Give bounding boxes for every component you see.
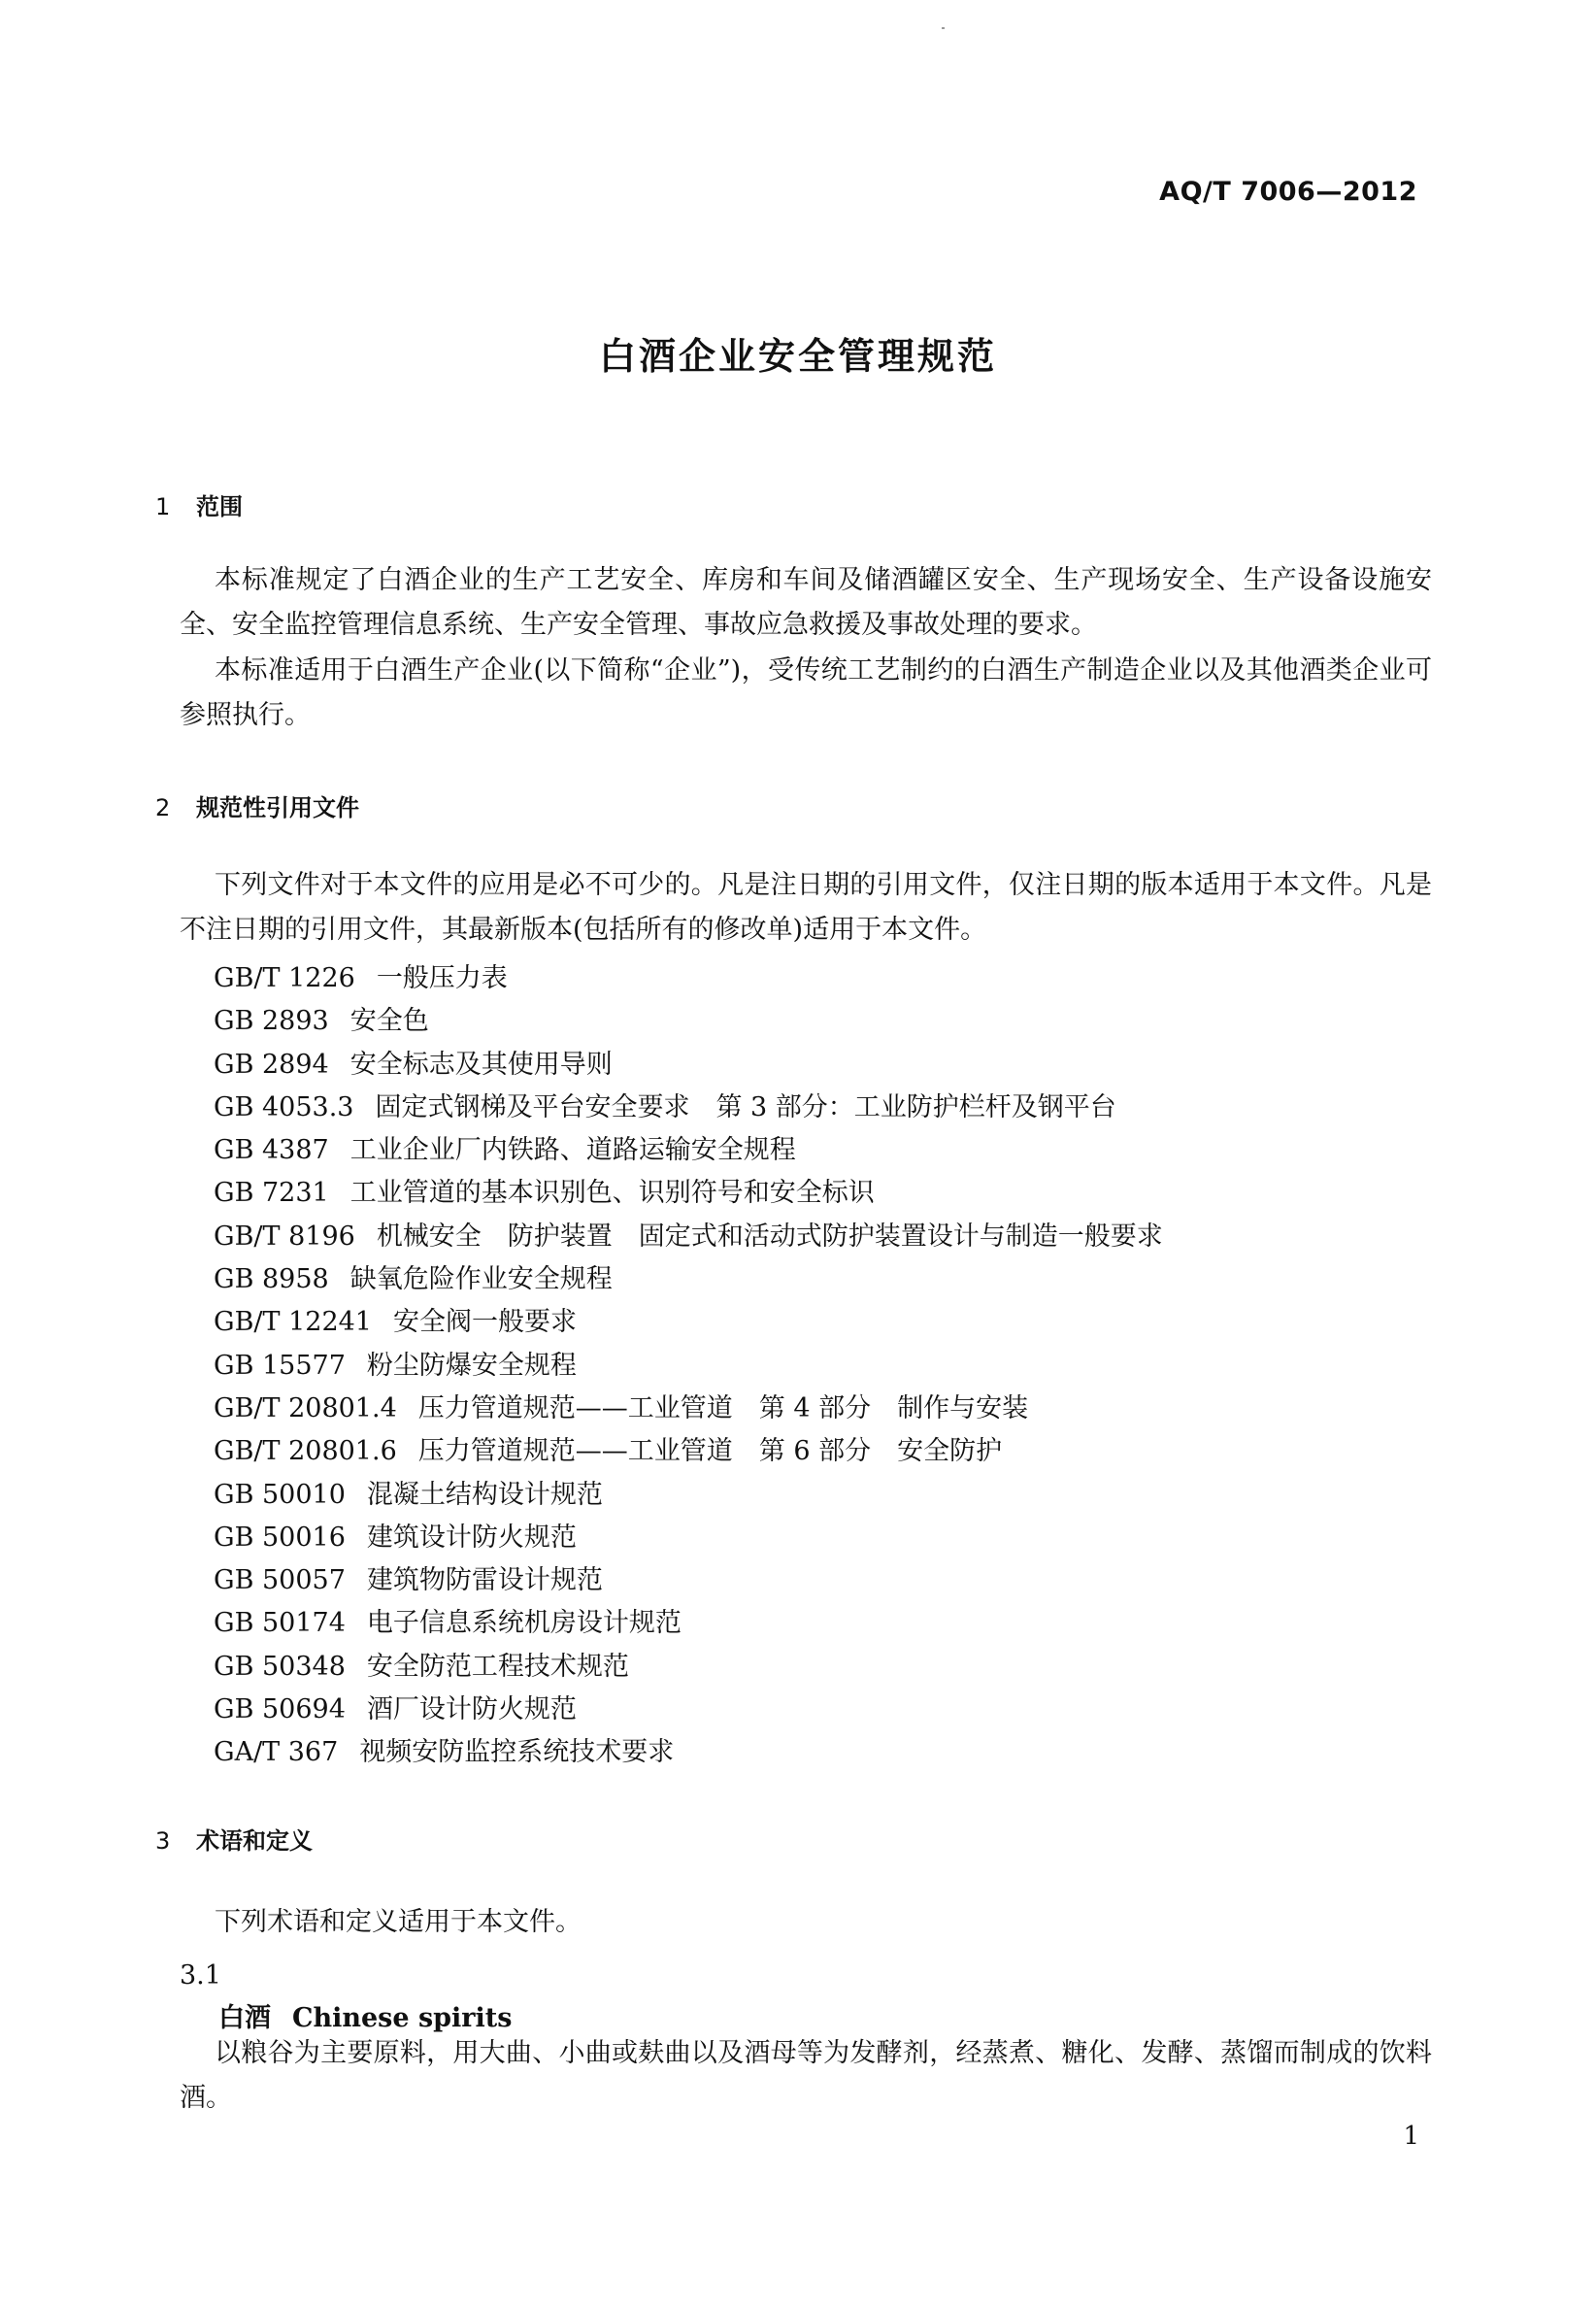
reference-title: 建筑设计防火规范 — [366, 1522, 577, 1553]
list-item — [214, 1430, 1163, 1473]
reference-title: 压力管道规范——工业管道 第 4 部分 制作与安装 — [417, 1392, 1029, 1423]
scan-speck — [942, 27, 945, 29]
list-item — [214, 1602, 1163, 1645]
reference-title: 安全阀一般要求 — [393, 1307, 577, 1338]
section-number: 1 — [155, 493, 171, 520]
reference-code: GB 15577 — [214, 1350, 346, 1381]
reference-title: 安全色 — [349, 1006, 429, 1037]
reference-code: GB 50057 — [214, 1565, 346, 1596]
reference-list — [214, 957, 1163, 1775]
term-definition: 以粮谷为主要原料，用大曲、小曲或麸曲以及酒母等为发酵剂，经蒸煮、糖化、发酵、蒸馏而制成的饮料酒。 — [180, 2038, 1432, 2113]
term-english: Chinese spirits — [292, 2003, 513, 2033]
reference-title: 固定式钢梯及平台安全要求 第 3 部分：工业防护栏杆及钢平台 — [375, 1091, 1116, 1122]
references-intro: 下列文件对于本文件的应用是必不可少的。凡是注日期的引用文件，仅注日期的版本适用于本文件。凡是不注日期的引用文件，其最新版本(包括所有的修改单)适用于本文件。 — [180, 870, 1432, 945]
list-item — [214, 1258, 1163, 1301]
reference-code: GB 50016 — [214, 1522, 346, 1553]
term-name — [218, 1996, 512, 2034]
page-number: 1 — [1403, 2122, 1419, 2151]
section-title: 术语和定义 — [196, 1827, 313, 1855]
reference-code: GB 50348 — [214, 1651, 346, 1682]
reference-title: 视频安防监控系统技术要求 — [359, 1737, 675, 1768]
section-title: 规范性引用文件 — [196, 794, 359, 821]
list-item — [214, 1517, 1163, 1559]
scope-paragraph-1: 本标准规定了白酒企业的生产工艺安全、库房和车间及储酒罐区安全、生产现场安全、生产设备设施安全、安全监控管理信息系统、生产安全管理、事故应急救援及事故处理的要求。 — [180, 565, 1432, 640]
reference-code: GB 50174 — [214, 1608, 346, 1639]
reference-code: GB/T 8196 — [214, 1221, 355, 1252]
reference-title: 安全标志及其使用导则 — [349, 1049, 613, 1080]
section-number: 2 — [155, 794, 171, 821]
terms-intro: 下列术语和定义适用于本文件。 — [215, 1907, 582, 1937]
list-item — [214, 1345, 1163, 1388]
reference-code: GB 50010 — [214, 1479, 346, 1510]
section-heading-scope — [155, 487, 243, 521]
reference-title: 一般压力表 — [376, 963, 508, 993]
term-chinese: 白酒 — [218, 2003, 271, 2033]
list-item — [214, 1559, 1163, 1602]
reference-title: 工业企业厂内铁路、道路运输安全规程 — [349, 1135, 796, 1166]
list-item — [214, 1044, 1163, 1087]
section-heading-terms-definitions — [155, 1822, 313, 1856]
term-number: 3.1 — [180, 1960, 221, 1991]
list-item — [214, 1129, 1163, 1172]
reference-code: GB 4387 — [214, 1135, 329, 1166]
reference-code: GB/T 20801.6 — [214, 1436, 397, 1467]
reference-title: 缺氧危险作业安全规程 — [349, 1264, 613, 1295]
reference-code: GB 4053.3 — [214, 1091, 354, 1122]
reference-code: GA/T 367 — [214, 1737, 339, 1768]
reference-title: 电子信息系统机房设计规范 — [366, 1608, 682, 1639]
section-heading-normative-references — [155, 788, 359, 822]
list-item — [214, 1087, 1163, 1129]
list-item — [214, 1172, 1163, 1215]
scope-paragraph-2: 本标准适用于白酒生产企业(以下简称“企业”)，受传统工艺制约的白酒生产制造企业以及其他酒类企业可参照执行。 — [180, 655, 1432, 730]
list-item — [214, 1474, 1163, 1517]
reference-code: GB/T 12241 — [214, 1307, 372, 1338]
list-item — [214, 1646, 1163, 1689]
reference-title: 混凝土结构设计规范 — [366, 1479, 603, 1510]
list-item — [214, 1301, 1163, 1344]
list-item — [214, 1689, 1163, 1731]
reference-title: 安全防范工程技术规范 — [366, 1651, 629, 1682]
list-item — [214, 1000, 1163, 1043]
list-item — [214, 1388, 1163, 1430]
document-title: 白酒企业安全管理规范 — [598, 335, 997, 378]
reference-title: 机械安全 防护装置 固定式和活动式防护装置设计与制造一般要求 — [376, 1221, 1163, 1252]
reference-title: 工业管道的基本识别色、识别符号和安全标识 — [349, 1178, 875, 1209]
reference-code: GB/T 20801.4 — [214, 1392, 397, 1423]
section-title: 范围 — [196, 493, 243, 520]
reference-title: 压力管道规范——工业管道 第 6 部分 安全防护 — [417, 1436, 1003, 1467]
section-number: 3 — [155, 1827, 171, 1855]
reference-title: 酒厂设计防火规范 — [366, 1694, 577, 1725]
reference-code: GB 8958 — [214, 1264, 329, 1295]
list-item — [214, 957, 1163, 1000]
reference-code: GB 2893 — [214, 1006, 329, 1037]
list-item — [214, 1216, 1163, 1258]
standard-code: AQ/T 7006—2012 — [1159, 177, 1417, 207]
reference-code: GB 7231 — [214, 1178, 329, 1209]
reference-code: GB 50694 — [214, 1694, 346, 1725]
reference-code: GB/T 1226 — [214, 963, 355, 993]
reference-title: 建筑物防雷设计规范 — [366, 1565, 603, 1596]
reference-title: 粉尘防爆安全规程 — [366, 1350, 577, 1381]
reference-code: GB 2894 — [214, 1049, 329, 1080]
list-item — [214, 1731, 1163, 1774]
